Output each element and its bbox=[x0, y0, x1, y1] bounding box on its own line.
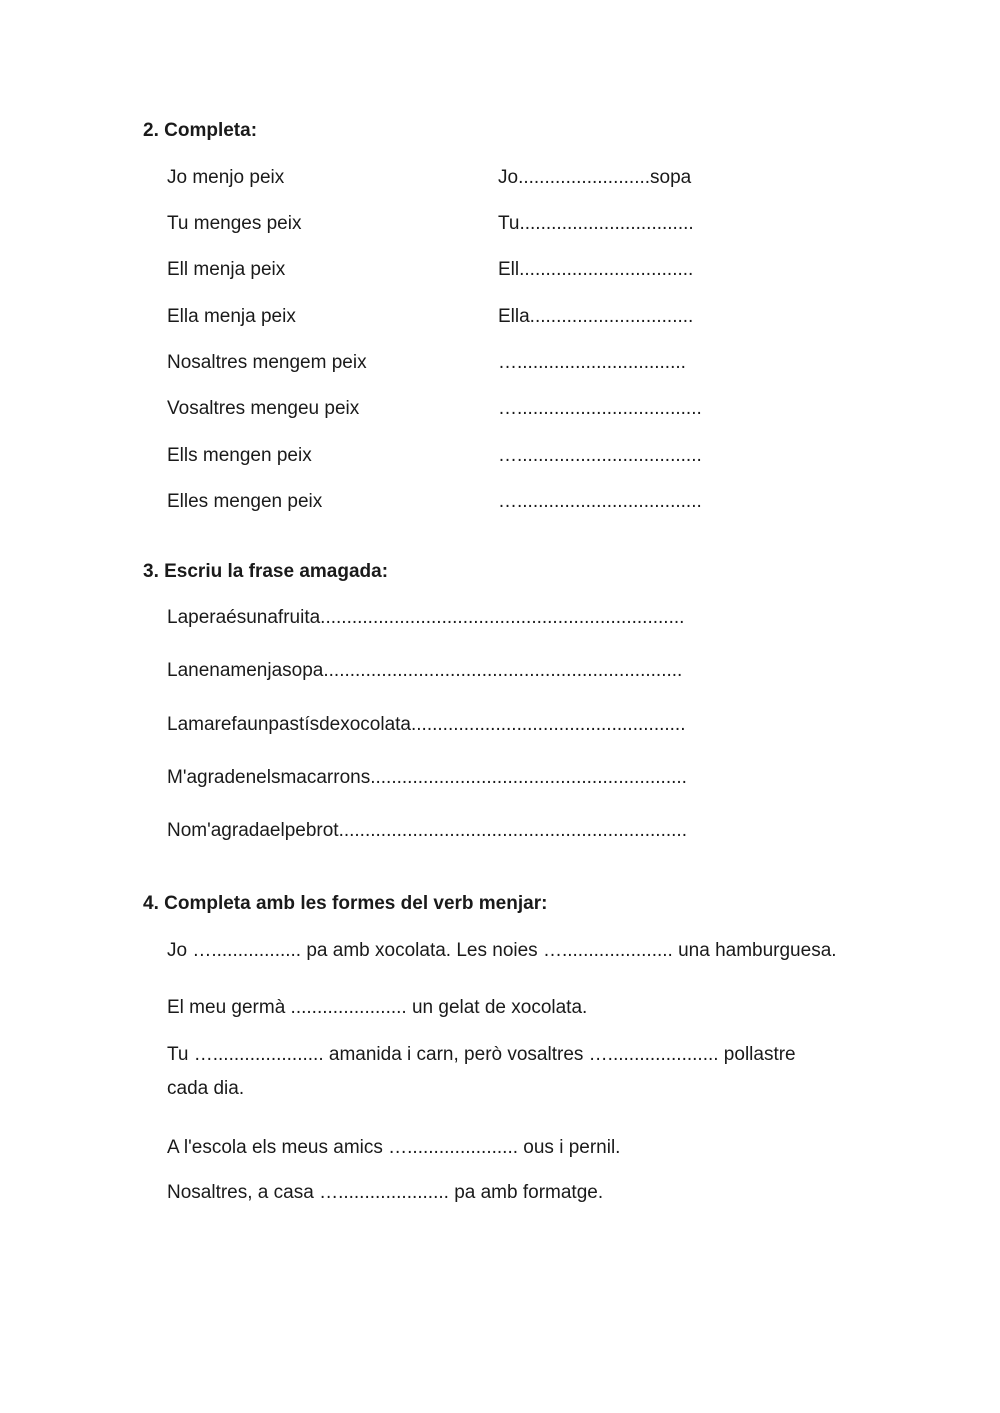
verb-exercise-line: A l'escola els meus amics …..................... ous i pernil. bbox=[167, 1137, 621, 1158]
fill-in-blank: …................................... bbox=[498, 445, 702, 466]
hidden-sentence-line: Laperaésunafruita..................................................................... bbox=[167, 607, 685, 628]
fill-in-blank: Ella............................... bbox=[498, 306, 694, 327]
verb-exercise-line: El meu germà ...................... un gelat de xocolata. bbox=[167, 997, 588, 1018]
conjugation-example: Ells mengen peix bbox=[167, 445, 312, 466]
hidden-sentence-line: Lanenamenjasopa.................................................................... bbox=[167, 660, 683, 681]
verb-exercise-line: cada dia. bbox=[167, 1078, 245, 1099]
fill-in-blank: …................................ bbox=[498, 352, 686, 373]
conjugation-example: Nosaltres mengem peix bbox=[167, 352, 367, 373]
section-4-title: 4. Completa amb les formes del verb menjar: bbox=[143, 893, 548, 914]
conjugation-example: Tu menges peix bbox=[167, 213, 302, 234]
conjugation-example: Elles mengen peix bbox=[167, 491, 323, 512]
conjugation-example: Ell menja peix bbox=[167, 259, 286, 280]
conjugation-example: Jo menjo peix bbox=[167, 167, 285, 188]
section-3-title: 3. Escriu la frase amagada: bbox=[143, 561, 389, 582]
verb-exercise-line: Nosaltres, a casa …..................... pa amb formatge. bbox=[167, 1182, 604, 1203]
conjugation-example: Ella menja peix bbox=[167, 306, 296, 327]
fill-in-blank: Tu................................. bbox=[498, 213, 694, 234]
verb-exercise-line: Tu …..................... amanida i carn, però vosaltres …..................... pollastre bbox=[167, 1044, 796, 1065]
fill-in-blank: …................................... bbox=[498, 398, 702, 419]
fill-in-blank: Jo.........................sopa bbox=[498, 167, 692, 188]
hidden-sentence-line: Lamarefaunpastísdexocolata.................................................... bbox=[167, 714, 686, 735]
verb-exercise-line: Jo …................. pa amb xocolata. Les noies …..................... una hamburguesa. bbox=[167, 940, 837, 961]
hidden-sentence-line: M'agradenelsmacarrons............................................................ bbox=[167, 767, 687, 788]
conjugation-example: Vosaltres mengeu peix bbox=[167, 398, 360, 419]
fill-in-blank: Ell................................. bbox=[498, 259, 694, 280]
section-2-title: 2. Completa: bbox=[143, 120, 258, 141]
fill-in-blank: …................................... bbox=[498, 491, 702, 512]
hidden-sentence-line: Nom'agradaelpebrot.................................................................. bbox=[167, 820, 687, 841]
